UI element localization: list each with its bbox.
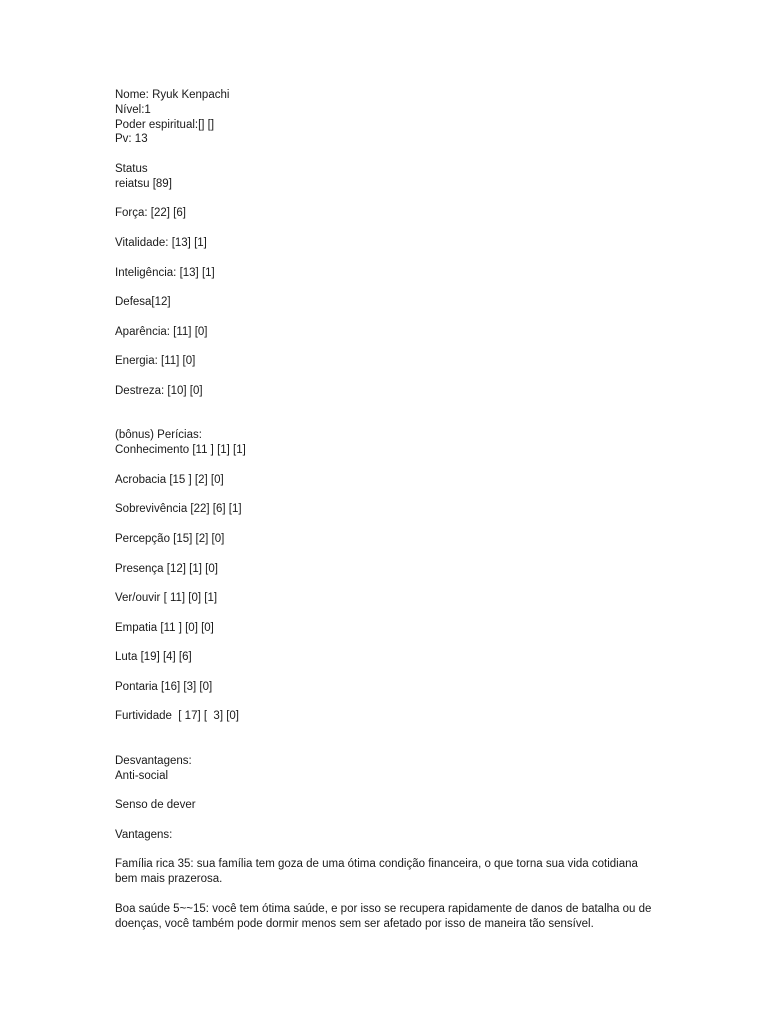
document-page — [115, 88, 660, 931]
spacer — [115, 458, 660, 473]
status-heading: Status — [115, 162, 148, 175]
status-item-defesa: Defesa[12] — [115, 296, 171, 309]
desvantagem-senso-de-dever: Senso de dever — [115, 799, 196, 812]
spacer — [115, 606, 660, 621]
spacer — [115, 783, 660, 798]
character-level: Nível:1 — [115, 103, 151, 116]
spacer — [115, 340, 660, 355]
hit-points: Pv: 13 — [115, 133, 148, 146]
spacer — [115, 843, 660, 858]
spacer — [115, 695, 660, 710]
spacer — [115, 280, 660, 295]
pericia-pontaria: Pontaria [16] [3] [0] — [115, 680, 213, 693]
pericias-heading: (bônus) Perícias: — [115, 429, 202, 442]
pericia-sobrevivencia: Sobrevivência [22] [6] [1] — [115, 503, 242, 516]
spacer — [115, 369, 660, 384]
vantagens-heading: Vantagens: — [115, 828, 173, 841]
spacer — [115, 547, 660, 562]
spacer — [115, 813, 660, 828]
status-item-energia: Energia: [11] [0] — [115, 355, 196, 368]
pericia-acrobacia: Acrobacia [15 ] [2] [0] — [115, 473, 224, 486]
spiritual-power: Poder espiritual:[] [] — [115, 118, 215, 131]
status-item-forca: Força: [22] [6] — [115, 207, 186, 220]
status-item-vitalidade: Vitalidade: [13] [1] — [115, 236, 207, 249]
spacer — [115, 488, 660, 503]
vantagem-boa-saude: Boa saúde 5~~15: você tem ótima saúde, e por isso se recupera rapidamente de danos de batalha ou de doenças, você também pode dormir menos sem ser afetado por isso de maneira tão sensível. — [115, 902, 652, 930]
spacer — [115, 221, 660, 236]
spacer — [115, 147, 660, 162]
pericia-presenca: Presença [12] [1] [0] — [115, 562, 218, 575]
pericia-empatia: Empatia [11 ] [0] [0] — [115, 621, 214, 634]
spacer — [115, 635, 660, 650]
spacer — [115, 665, 660, 680]
character-name: Nome: Ryuk Kenpachi — [115, 89, 230, 101]
spacer — [115, 251, 660, 266]
pericia-percepcao: Percepção [15] [2] [0] — [115, 532, 225, 545]
spacer — [115, 517, 660, 532]
spacer — [115, 310, 660, 325]
reiatsu-value: reiatsu [89] — [115, 177, 172, 190]
pericia-furtividade: Furtividade [ 17] [ 3] [0] — [115, 710, 240, 723]
spacer — [115, 576, 660, 591]
spacer — [115, 724, 660, 754]
pericia-conhecimento: Conhecimento [11 ] [1] [1] — [115, 444, 246, 457]
pericia-ver-ouvir: Ver/ouvir [ 11] [0] [1] — [115, 592, 218, 605]
desvantagens-heading: Desvantagens: — [115, 754, 192, 767]
desvantagem-anti-social: Anti-social — [115, 769, 169, 782]
vantagem-familia-rica: Família rica 35: sua família tem goza de uma ótima condição financeira, o que torna sua vida cotidiana bem mais prazerosa. — [115, 858, 638, 886]
spacer — [115, 192, 660, 207]
status-item-destreza: Destreza: [10] [0] — [115, 384, 203, 397]
pericia-luta: Luta [19] [4] [6] — [115, 651, 192, 664]
status-item-inteligencia: Inteligência: [13] [1] — [115, 266, 215, 279]
spacer — [115, 399, 660, 429]
status-item-aparencia: Aparência: [11] [0] — [115, 325, 208, 338]
spacer — [115, 887, 660, 902]
